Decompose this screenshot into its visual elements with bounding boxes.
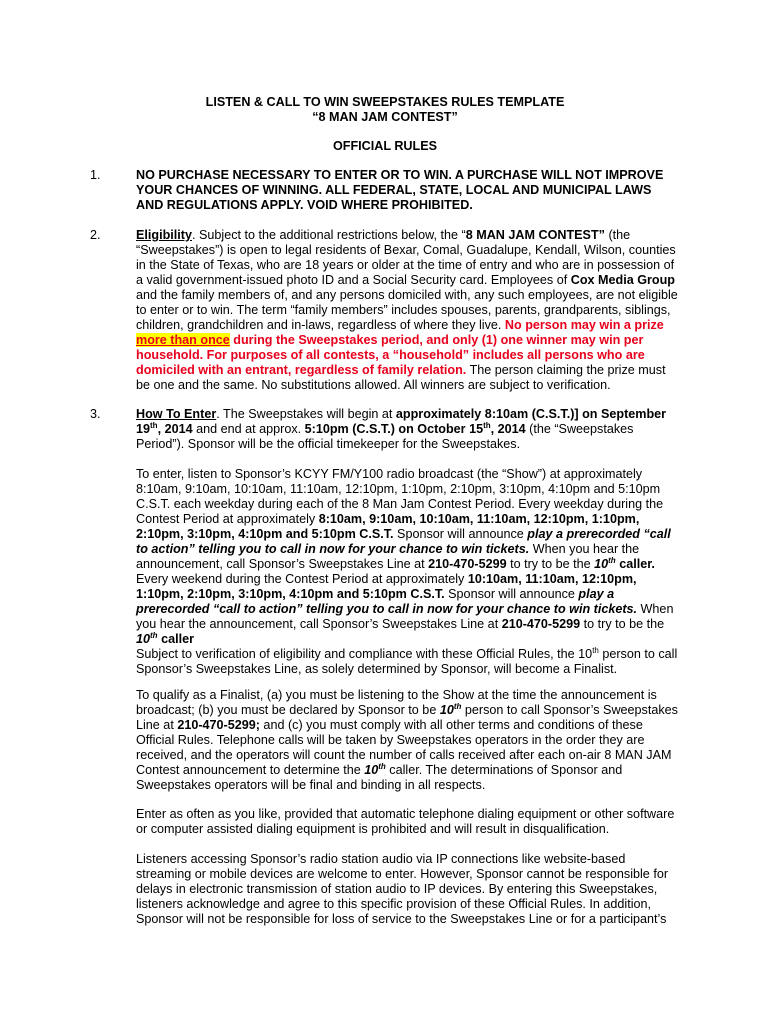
text-line: NO PURCHASE NECESSARY TO ENTER OR TO WIN. A PURCHASE WILL NOT IMPROVE bbox=[136, 168, 664, 182]
text-line: AND REGULATIONS APPLY. VOID WHERE PROHIBITED. bbox=[136, 198, 473, 212]
section-1-text bbox=[136, 168, 684, 213]
red-warning: household. For purposes of all contests, a “household” includes all persons who are bbox=[136, 348, 645, 362]
contest-name: “8 MAN JAM CONTEST” bbox=[312, 110, 458, 124]
paragraph-enter-often: Enter as often as you like, provided that automatic telephone dialing equipment or other software or computer assisted dialing equipment is prohibited and will result in disqualification. bbox=[136, 807, 675, 836]
phone-number: 210-470-5299 bbox=[428, 557, 507, 571]
section-heading-how-to-enter: How To Enter bbox=[136, 407, 217, 421]
section-heading-eligibility: Eligibility bbox=[136, 228, 192, 242]
sponsor-name: Cox Media Group bbox=[570, 273, 675, 287]
paragraph-ip-listeners: Listeners accessing Sponsor’s radio station audio via IP connections like website-based streaming or mobile devices are welcome to enter. However, Sponsor cannot be responsible for delays in electronic transmission of station audio to IP devices. By entering this Sweepstakes, listeners acknowledge and agree to this specific provision of these Official Rules. In addition, Sponsor will not be responsible for loss of service to the Sweepstakes Line or for a participant’s bbox=[136, 852, 669, 926]
section-number: 2. bbox=[90, 228, 101, 242]
phone-number: 210-470-5299 bbox=[501, 617, 581, 631]
highlighted-text: more than once bbox=[136, 333, 230, 347]
section-3-how-to-enter: How To Enter. The Sweepstakes will begin at approximately 8:10am (C.S.T.)] on September 19th, 2014 and end at approx. 5:10pm (C.S.T.) on October 15th, 2014 (the “Sweepstakes Period”). Sponsor will be the official timekeeper for the Sweepstakes. bbox=[136, 407, 684, 452]
text-line: YOUR CHANCES OF WINNING. ALL FEDERAL, STATE, LOCAL AND MUNICIPAL LAWS bbox=[136, 183, 652, 197]
official-rules-heading: OFFICIAL RULES bbox=[332, 139, 437, 153]
text-line: to enter or to win. The term “family members” includes spouses, parents, grandparents, siblings, bbox=[136, 303, 671, 317]
section-number: 3. bbox=[90, 407, 101, 421]
red-warning: No person may win a prize bbox=[504, 318, 664, 332]
section-2-eligibility: Eligibility. Subject to the additional restrictions below, the “8 MAN JAM CONTEST” (the “Sweepstakes”) is open to legal residents of Bexar, Comal, Guadalupe, Kendall, Wilson, counties in the State of Texas, who are 18 years or older at the time of entry and who are in possession of a valid government-issued photo ID and a Social Security card. Employees of Cox Media Group and the family members of, and any persons domiciled with, any such employees, are not eligible to enter or to win. The term “family members” includes spouses, parents, grandparents, siblings, children, grandchildren and in-laws, regardless of where they live. No person may win a prize more than once during the Sweepstakes period, and only (1) one winner may win per household. For purposes of all contests, a “household” includes all persons who are domiciled with an entrant, regardless of family relation. The person claiming the prize must be one and the same. No substitutions allowed. All winners are subject to verification. bbox=[136, 228, 684, 393]
document-title: LISTEN & CALL TO WIN SWEEPSTAKES RULES TEMPLATE bbox=[205, 95, 565, 109]
text-line: “Sweepstakes”) is open to legal residents of Bexar, Comal, Guadalupe, Kendall, Wilson, counties bbox=[136, 243, 676, 257]
section-number: 1. bbox=[90, 168, 101, 182]
paragraph-finalist: To qualify as a Finalist, (a) you must be listening to the Show at the time the announcement is broadcast; (b) you must be declared by Sponsor to be 10th person to call Sponsor’s Sweepstakes Line at 210-470-5299; and (c) you must comply with all other terms and conditions of these Official Rules. Telephone calls will be taken by Sweepstakes operators in the order they are received, and the operators will count the number of calls received after each on-air 8 MAN JAM Contest announcement to determine the 10th caller. The determinations of Sponsor and Sweepstakes operators will be final and binding in all respects. bbox=[136, 688, 678, 792]
phone-number: 210-470-5299; bbox=[177, 718, 260, 732]
text-line: Period”). Sponsor will be the official timekeeper for the Sweepstakes. bbox=[136, 437, 521, 451]
text-line: be one and the same. No substitutions allowed. All winners are subject to verification. bbox=[136, 378, 611, 392]
text-line: in the State of Texas, who are 18 years or older at the time of entry and who are in possession of bbox=[136, 258, 675, 272]
text-line: and the family members of, and any persons domiciled with, any such employees, are not eligible bbox=[136, 288, 678, 302]
paragraph-how-to-listen: To enter, listen to Sponsor’s KCYY FM/Y100 radio broadcast (the “Show”) at approximately 8:10am, 9:10am, 10:10am, 11:10am, 12:10pm, 1:10pm, 2:10pm, 3:10pm, 4:10pm and 5:10pm C.S.T. each weekday during each of the 8 Man Jam Contest Period. Every weekday during the Contest Period at approximately 8:10am, 9:10am, 10:10am, 11:10am, 12:10pm, 1:10pm, 2:10pm, 3:10pm, 4:10pm and 5:10pm C.S.T. Sponsor will announce play a prerecorded “call to action” telling you to call in now for your chance to win tickets. When you hear the announcement, call Sponsor’s Sweepstakes Line at 210-470-5299 to try to be the 10th caller. Every weekend during the Contest Period at approximately 10:10am, 11:10am, 12:10pm, 1:10pm, 2:10pm, 3:10pm, 4:10pm and 5:10pm C.S.T. Sponsor will announce play a prerecorded “call to action” telling you to call in now for your chance to win tickets. When you hear the announcement, call Sponsor’s Sweepstakes Line at 210-470-5299 to try to be the 10th caller Subject to verification of eligibility and compliance with these Official Rules, the 10th person to call Sponsor’s Sweepstakes Line, as solely determined by Sponsor, will become a Finalist. bbox=[136, 467, 678, 676]
